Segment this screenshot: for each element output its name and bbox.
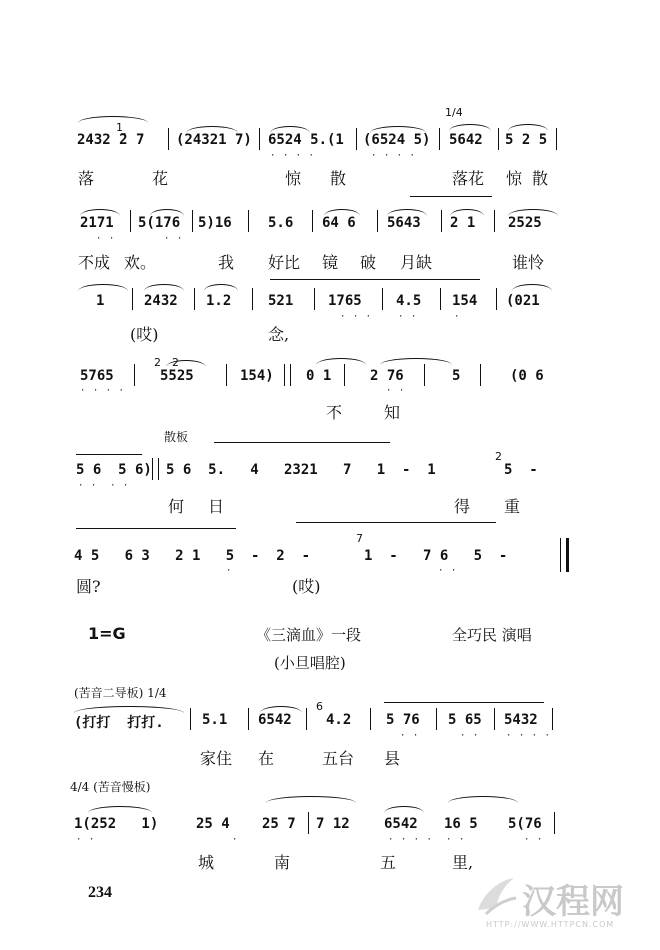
lyric: 欢。 xyxy=(124,253,157,272)
octave-dots: · · · · xyxy=(80,386,125,396)
note-group: 25 4 xyxy=(196,816,230,832)
note-group: 16 5 xyxy=(444,816,478,832)
phrase-line xyxy=(384,702,544,703)
tempo-label: 散板 xyxy=(164,430,189,444)
barline xyxy=(248,708,249,730)
note-group: 5432 xyxy=(504,712,538,728)
barline xyxy=(441,210,442,232)
barline xyxy=(314,288,315,310)
barline xyxy=(259,128,260,150)
lyric: 南 xyxy=(274,853,291,872)
lyric: 惊 xyxy=(285,169,302,188)
note-group: 154) xyxy=(240,368,274,384)
barline xyxy=(290,364,291,386)
barline xyxy=(439,128,440,150)
lyric: 念, xyxy=(268,325,290,344)
note-group: 1 xyxy=(96,293,105,309)
slur xyxy=(204,284,238,291)
phrase-line xyxy=(410,196,492,197)
barline xyxy=(377,210,378,232)
barline xyxy=(440,288,441,310)
note-group: 154 xyxy=(452,293,478,309)
barline xyxy=(308,812,309,834)
octave-dots: · xyxy=(226,566,233,576)
slur xyxy=(78,284,128,291)
note-group: 5 2 5 xyxy=(505,132,548,148)
octave-dots: · xyxy=(454,312,461,322)
lyric: 得 xyxy=(454,497,471,516)
grace-note: 6 xyxy=(316,700,323,713)
lyric: 我 xyxy=(218,253,235,272)
octave-dots: · · · xyxy=(340,312,373,322)
lyric: 落 xyxy=(78,169,95,188)
tempo-mark: 1/4 xyxy=(445,106,463,119)
octave-dots: · · xyxy=(524,835,544,845)
lyric: 月缺 xyxy=(400,253,433,272)
barline xyxy=(498,128,499,150)
note-group: 6542 xyxy=(258,712,292,728)
note-group: 5(76 xyxy=(508,816,542,832)
slur xyxy=(78,116,148,123)
note-group: 2 1 xyxy=(450,215,476,231)
octave-dots: · · xyxy=(460,731,480,741)
note-group: 1 - 7 6 5 - xyxy=(364,548,508,564)
note-group: 4 5 6 3 2 1 5 - 2 - xyxy=(74,548,311,564)
lyric: 知 xyxy=(384,403,401,422)
note-group: 5(176 xyxy=(138,215,181,231)
slur xyxy=(380,358,452,365)
tempo-label: 4/4 (苦音慢板) xyxy=(70,780,151,794)
phrase-line xyxy=(76,454,142,455)
page-number: 234 xyxy=(88,884,112,901)
slur xyxy=(166,360,206,367)
lyric: 城 xyxy=(198,853,215,872)
note-group: 5525 xyxy=(160,368,194,384)
slur xyxy=(512,284,552,291)
note-group: 4.5 xyxy=(396,293,422,309)
barline xyxy=(480,364,481,386)
note-group: 5 65 xyxy=(448,712,482,728)
lyric: 家住 xyxy=(200,749,233,768)
slur xyxy=(448,796,518,803)
grace-note: 7 xyxy=(356,532,363,545)
note-group: (6524 5) xyxy=(363,132,431,148)
lyric: 谁怜 xyxy=(512,253,545,272)
note-group: 5642 xyxy=(449,132,483,148)
lyric: 惊 xyxy=(506,169,523,188)
barline thick xyxy=(284,364,285,386)
note-group: 5.6 xyxy=(268,215,294,231)
octave-dots: · · xyxy=(96,234,116,244)
note-group: 5 - xyxy=(504,462,538,478)
note-group: 1.2 xyxy=(206,293,232,309)
lyric: 五台 xyxy=(322,749,355,768)
watermark-url: HTTP://WWW.HTTPCN.COM xyxy=(486,920,615,929)
octave-dots: · · xyxy=(438,566,458,576)
note-group: 521 xyxy=(268,293,294,309)
barline xyxy=(344,364,345,386)
slur xyxy=(88,806,152,813)
watermark-logo-icon xyxy=(470,870,520,920)
tempo-label: (苦音二导板) 1/4 xyxy=(74,686,167,700)
barline xyxy=(554,812,555,834)
lyric: (哎) xyxy=(292,577,321,596)
lyric: 日 xyxy=(208,497,225,516)
octave-dots: · · xyxy=(400,731,420,741)
note-group: 5 6 5 6) xyxy=(76,462,152,478)
singer-credit: 全巧民 演唱 xyxy=(452,626,532,644)
slur xyxy=(266,796,356,803)
lyric: 圆? xyxy=(76,577,101,596)
note-group: (24321 7) xyxy=(176,132,252,148)
barline xyxy=(556,128,557,150)
slur xyxy=(384,806,424,813)
barline xyxy=(436,708,437,730)
slur xyxy=(508,124,548,131)
barline xyxy=(194,288,195,310)
barline xyxy=(494,210,495,232)
lyric: 镜 xyxy=(322,253,339,272)
octave-dots: · · xyxy=(164,234,184,244)
grace-note: 1 xyxy=(116,121,123,134)
note-group: 2171 xyxy=(80,215,114,231)
barline xyxy=(306,708,307,730)
barline xyxy=(424,364,425,386)
note-group: (打打 打打. xyxy=(74,715,164,731)
lyric: 五 xyxy=(380,853,397,872)
note-group: 64 6 xyxy=(322,215,356,231)
barline xyxy=(226,364,227,386)
lyric: 散 xyxy=(330,169,347,188)
octave-dots: · · xyxy=(386,386,406,396)
lyric: 在 xyxy=(258,749,275,768)
lyric: 落花 xyxy=(452,169,485,188)
note-group: 5.1 xyxy=(202,712,228,728)
note-group: 2432 xyxy=(144,293,178,309)
lyric: 不 xyxy=(326,403,343,422)
lyric: 何 xyxy=(168,497,185,516)
note-group: 1(252 1) xyxy=(74,816,159,832)
barline xyxy=(370,708,371,730)
final-barline xyxy=(566,538,569,572)
barline xyxy=(252,288,253,310)
lyric: 里, xyxy=(452,853,474,872)
note-group: 2432 ̄2 7 xyxy=(77,132,145,148)
lyric: (哎) xyxy=(130,325,159,344)
barline xyxy=(168,128,169,150)
note-group: 5 6 5. 4 2321 7 1 - 1 xyxy=(166,462,436,478)
lyric: 重 xyxy=(504,497,521,516)
note-group: 6524 5.(1 xyxy=(268,132,344,148)
note-group: 5 76 xyxy=(386,712,420,728)
barline xyxy=(190,708,191,730)
piece-title: 《三滴血》一段 xyxy=(256,626,362,644)
barline xyxy=(552,708,553,730)
note-group: (0 6 xyxy=(510,368,544,384)
phrase-line xyxy=(76,528,236,529)
barline xyxy=(134,364,135,386)
note-group: 2525 xyxy=(508,215,542,231)
octave-dots: · · · · xyxy=(388,835,433,845)
barline thick xyxy=(152,458,153,480)
barline xyxy=(356,128,357,150)
barline xyxy=(382,288,383,310)
grace-note: 2 xyxy=(172,356,179,369)
note-group: 1765 xyxy=(328,293,362,309)
barline xyxy=(312,210,313,232)
lyric: 好比 xyxy=(268,253,301,272)
octave-dots: · · · · xyxy=(78,481,130,491)
grace-note: 2 xyxy=(154,356,161,369)
barline xyxy=(248,210,249,232)
note-group: 5765 xyxy=(80,368,114,384)
grace-note: 2 xyxy=(495,450,502,463)
barline xyxy=(132,288,133,310)
note-group: 4.2 xyxy=(326,712,352,728)
barline xyxy=(496,288,497,310)
note-group: 2 76 xyxy=(370,368,404,384)
octave-dots: · xyxy=(232,835,239,845)
phrase-line xyxy=(214,442,390,443)
note-group: 25 7 xyxy=(262,816,296,832)
note-group: 5)16 xyxy=(198,215,232,231)
barline xyxy=(158,458,159,480)
key-signature: 1=G xyxy=(88,624,126,643)
lyric: 花 xyxy=(152,169,169,188)
octave-dots: · · · · xyxy=(371,151,416,161)
note-group: 5 xyxy=(452,368,461,384)
lyric: 散 xyxy=(532,169,549,188)
slur xyxy=(449,124,491,131)
barline xyxy=(130,210,131,232)
barline xyxy=(192,210,193,232)
barline xyxy=(494,708,495,730)
octave-dots: · · xyxy=(446,835,466,845)
note-group: (021 xyxy=(506,293,540,309)
slur xyxy=(144,284,184,291)
octave-dots: · · xyxy=(398,312,418,322)
octave-dots: · · · · xyxy=(270,151,315,161)
phrase-line xyxy=(270,279,480,280)
phrase-line xyxy=(296,522,496,523)
lyric: 县 xyxy=(384,749,401,768)
lyric: 破 xyxy=(360,253,377,272)
barline xyxy=(560,538,561,572)
lyric: 不成 xyxy=(78,253,111,272)
octave-dots: · · xyxy=(76,835,96,845)
note-group: 0 1 xyxy=(306,368,332,384)
watermark-text: 汉程网 xyxy=(522,882,624,922)
note-group: 7 12 xyxy=(316,816,350,832)
octave-dots: · · · · xyxy=(506,731,551,741)
slur xyxy=(316,358,366,365)
note-group: 5643 xyxy=(387,215,421,231)
role-subtitle: (小旦唱腔) xyxy=(274,654,346,672)
note-group: 6542 xyxy=(384,816,418,832)
